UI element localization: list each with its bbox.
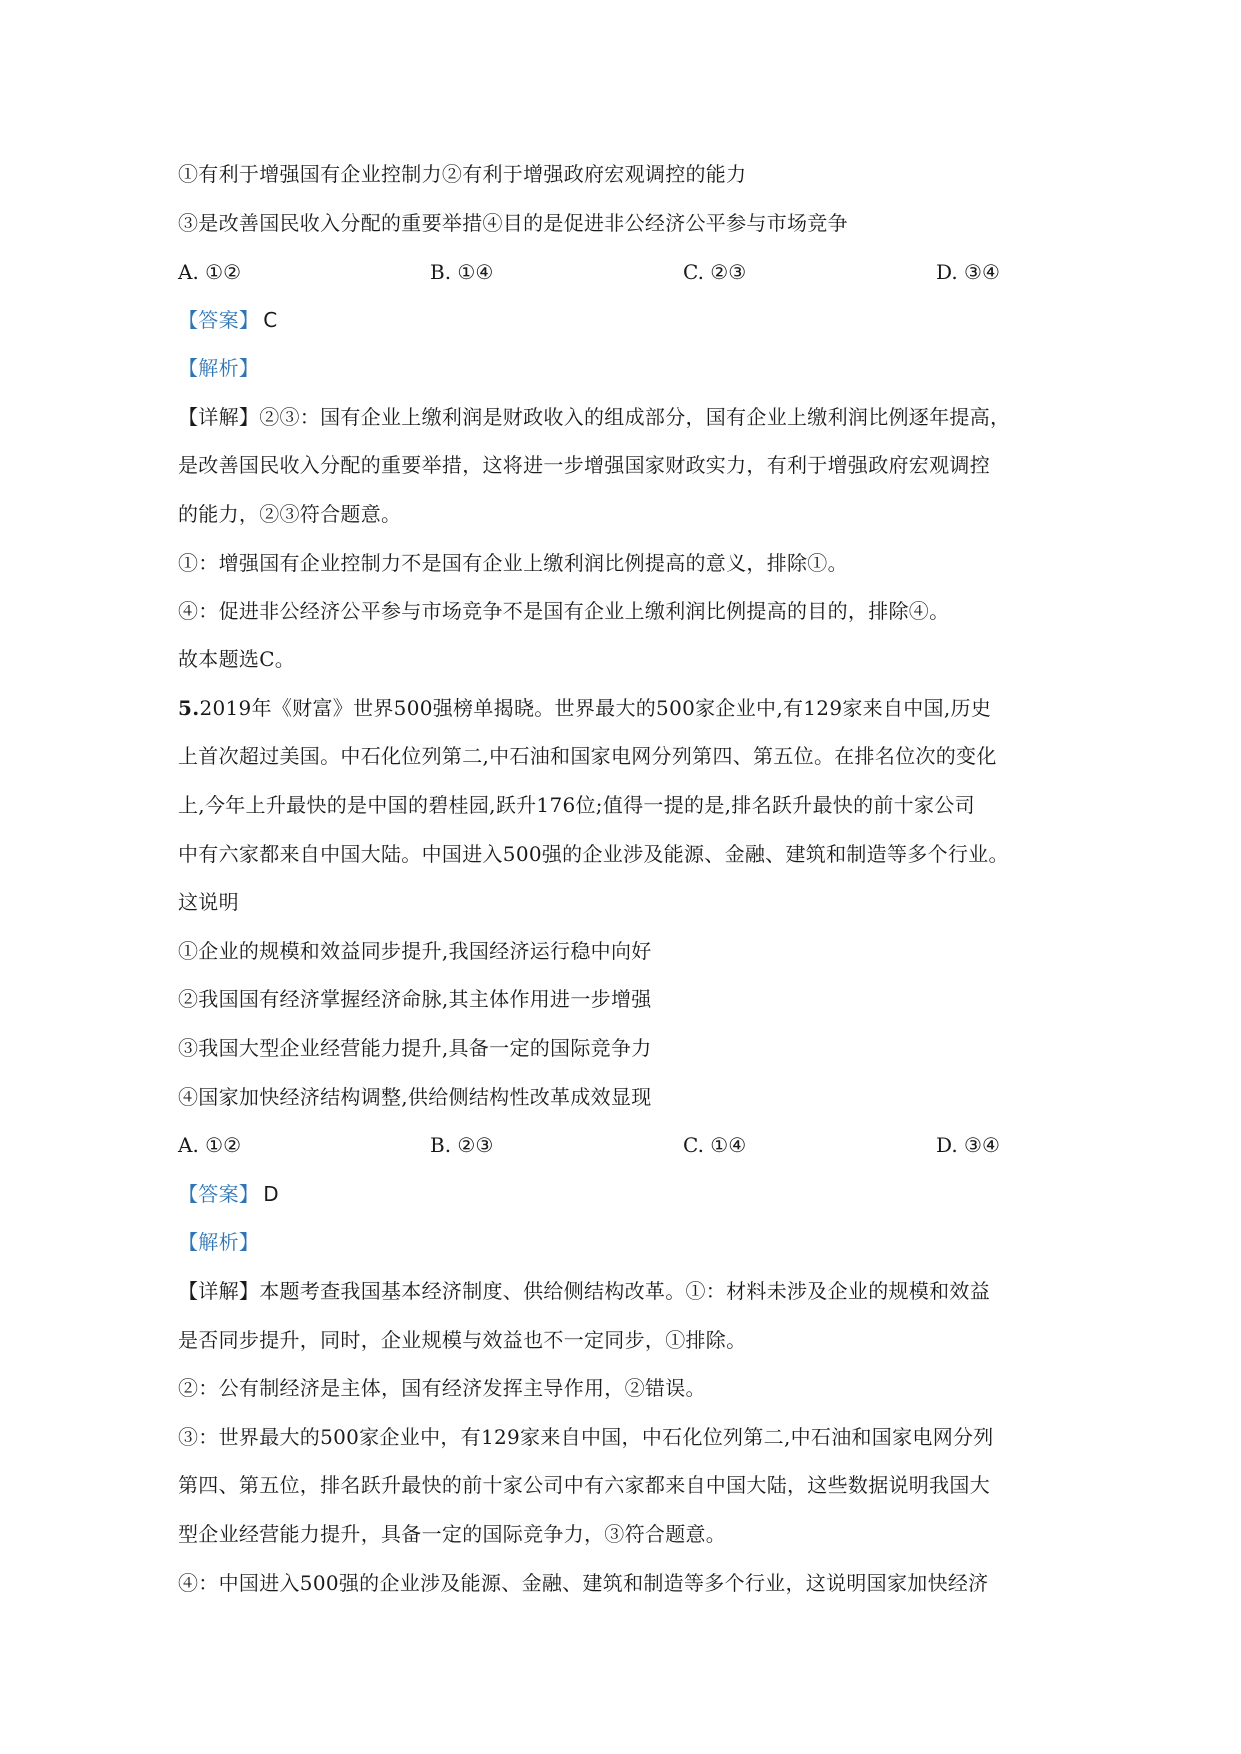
answer-label: 【答案】 bbox=[178, 1182, 260, 1206]
q5-detail-line-2: ②：公有制经济是主体，国有经济发挥主导作用，②错误。 bbox=[178, 1376, 706, 1400]
q5-option-d: D. ③④ bbox=[936, 1133, 1000, 1157]
q5-stem-line-0 bbox=[178, 695, 991, 721]
answer-value: D bbox=[263, 1182, 279, 1206]
q4-option-c: C. ②③ bbox=[683, 260, 747, 284]
q5-detail-line-6: ④：中国进入500强的企业涉及能源、金融、建筑和制造等多个行业，这说明国家加快经济 bbox=[178, 1571, 989, 1595]
q5-stem-line-4: 这说明 bbox=[178, 890, 239, 914]
q4-detail-line-4: ④：促进非公经济公平参与市场竞争不是国有企业上缴利润比例提高的目的，排除④。 bbox=[178, 599, 950, 623]
q5-detail-line-1: 是否同步提升，同时，企业规模与效益也不一定同步，①排除。 bbox=[178, 1328, 747, 1352]
analysis-label: 【解析】 bbox=[178, 1230, 260, 1254]
q4-analysis-label bbox=[178, 355, 259, 381]
q4-statement-3-4: ③是改善国民收入分配的重要举措④目的是促进非公经济公平参与市场竞争 bbox=[178, 211, 848, 235]
q4-option-d: D. ③④ bbox=[936, 260, 1000, 284]
q5-option-b: B. ②③ bbox=[430, 1133, 494, 1157]
question-number: 5. bbox=[178, 696, 200, 720]
detail-label: 【详解】 bbox=[178, 1279, 260, 1303]
stem-text: 2019年《财富》世界500强榜单揭晓。世界最大的500家企业中,有129家来自中国,历史 bbox=[199, 696, 992, 720]
q5-stem-line-2: 上,今年上升最快的是中国的碧桂园,跃升176位;值得一提的是,排名跃升最快的前十家公司 bbox=[178, 793, 975, 817]
q4-statement-1-2: ①有利于增强国有企业控制力②有利于增强政府宏观调控的能力 bbox=[178, 162, 747, 186]
q4-option-b: B. ①④ bbox=[430, 260, 494, 284]
answer-value: C bbox=[263, 308, 278, 332]
q5-detail-line-3: ③：世界最大的500家企业中，有129家来自中国，中石化位列第二,中石油和国家电网分列 bbox=[178, 1425, 994, 1449]
q5-answer bbox=[178, 1181, 279, 1207]
q5-statement-2: ②我国国有经济掌握经济命脉,其主体作用进一步增强 bbox=[178, 987, 652, 1011]
detail-text: 本题考查我国基本经济制度、供给侧结构改革。①：材料未涉及企业的规模和效益 bbox=[259, 1279, 991, 1303]
detail-label: 【详解】 bbox=[178, 405, 260, 429]
q5-statement-3: ③我国大型企业经营能力提升,具备一定的国际竞争力 bbox=[178, 1036, 652, 1060]
analysis-label: 【解析】 bbox=[178, 356, 260, 380]
detail-text: ②③：国有企业上缴利润是财政收入的组成部分，国有企业上缴利润比例逐年提高， bbox=[259, 405, 1011, 429]
q4-answer bbox=[178, 307, 277, 333]
q5-option-c: C. ①④ bbox=[683, 1133, 747, 1157]
q4-detail-line-2: 的能力，②③符合题意。 bbox=[178, 502, 402, 526]
answer-label: 【答案】 bbox=[178, 308, 260, 332]
q5-detail-line-4: 第四、第五位，排名跃升最快的前十家公司中有六家都来自中国大陆，这些数据说明我国大 bbox=[178, 1473, 990, 1497]
q4-option-a: A. ①② bbox=[178, 260, 242, 284]
q4-detail-line-0 bbox=[178, 404, 1010, 430]
q5-detail-line-5: 型企业经营能力提升，具备一定的国际竞争力，③符合题意。 bbox=[178, 1522, 727, 1546]
q5-option-a: A. ①② bbox=[178, 1133, 242, 1157]
q5-stem-line-3: 中有六家都来自中国大陆。中国进入500强的企业涉及能源、金融、建筑和制造等多个行业。 bbox=[178, 842, 1009, 866]
q4-detail-line-1: 是改善国民收入分配的重要举措，这将进一步增强国家财政实力，有利于增强政府宏观调控 bbox=[178, 453, 990, 477]
q5-statement-1: ①企业的规模和效益同步提升,我国经济运行稳中向好 bbox=[178, 939, 652, 963]
q5-statement-4: ④国家加快经济结构调整,供给侧结构性改革成效显现 bbox=[178, 1085, 652, 1109]
q5-analysis-label bbox=[178, 1229, 259, 1255]
q4-detail-line-5: 故本题选C。 bbox=[178, 647, 296, 671]
q4-detail-line-3: ①：增强国有企业控制力不是国有企业上缴利润比例提高的意义，排除①。 bbox=[178, 551, 848, 575]
q5-detail-line-0 bbox=[178, 1278, 990, 1304]
q5-stem-line-1: 上首次超过美国。中石化位列第二,中石油和国家电网分列第四、第五位。在排名位次的变化 bbox=[178, 744, 997, 768]
